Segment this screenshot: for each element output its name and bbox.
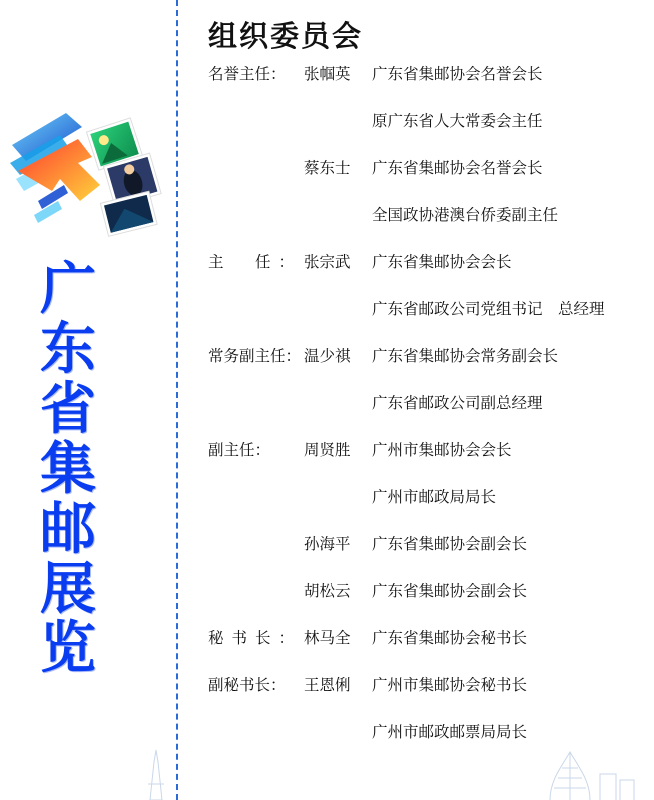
roster-title: 广东省集邮协会名誉会长 <box>372 65 543 83</box>
roster-role: 名誉主任： <box>208 65 286 83</box>
committee-content <box>200 0 654 800</box>
roster-row <box>200 626 654 673</box>
cover-vertical-title: 广东省集邮展览 <box>40 257 96 682</box>
roster-row <box>200 438 654 485</box>
roster-row <box>200 532 654 579</box>
roster-title: 广东省集邮协会名誉会长 <box>372 159 543 177</box>
roster-role: 副秘书长： <box>208 676 286 694</box>
roster-name: 孙海平 <box>304 535 351 553</box>
roster-role: 副主任： <box>208 441 271 459</box>
roster-name: 蔡东士 <box>304 159 351 177</box>
roster-title: 广东省集邮协会副会长 <box>372 535 528 553</box>
roster-name: 张帼英 <box>304 65 351 83</box>
roster-name: 林马全 <box>304 629 351 647</box>
roster-row <box>200 109 654 156</box>
roster-name: 张宗武 <box>304 253 351 271</box>
roster-row <box>200 297 654 344</box>
dashed-vertical-divider <box>176 0 178 800</box>
roster-title: 广东省集邮协会会长 <box>372 253 512 271</box>
roster-name: 王恩俐 <box>304 676 351 694</box>
roster-title: 全国政协港澳台侨委副主任 <box>372 206 559 224</box>
roster-row <box>200 250 654 297</box>
roster-row <box>200 391 654 438</box>
roster-title: 广东省集邮协会秘书长 <box>372 629 528 647</box>
roster-title: 原广东省人大常委会主任 <box>372 112 543 130</box>
committee-roster <box>200 62 654 767</box>
page-title: 组织委员会 <box>208 19 364 53</box>
roster-name: 周贤胜 <box>304 441 351 459</box>
roster-role: 主 任： <box>208 253 303 271</box>
roster-row <box>200 720 654 767</box>
roster-row <box>200 156 654 203</box>
photo-collage-decoration <box>8 105 168 240</box>
roster-title: 广州市集邮协会秘书长 <box>372 676 528 694</box>
roster-title: 广州市邮政局局长 <box>372 488 497 506</box>
roster-name: 胡松云 <box>304 582 351 600</box>
roster-title: 广东省邮政公司党组书记 总经理 <box>372 300 605 318</box>
roster-row <box>200 485 654 532</box>
roster-row <box>200 62 654 109</box>
roster-row <box>200 673 654 720</box>
roster-role: 秘书长： <box>208 629 303 647</box>
cover-left-panel <box>0 0 175 800</box>
roster-title: 广东省邮政公司副总经理 <box>372 394 543 412</box>
roster-title: 广州市邮政邮票局局长 <box>372 723 528 741</box>
roster-name: 温少祺 <box>304 347 351 365</box>
roster-row <box>200 579 654 626</box>
roster-row <box>200 344 654 391</box>
roster-role: 常务副主任： <box>208 347 302 365</box>
roster-title: 广东省集邮协会常务副会长 <box>372 347 559 365</box>
roster-row <box>200 203 654 250</box>
roster-title: 广东省集邮协会副会长 <box>372 582 528 600</box>
roster-title: 广州市集邮协会会长 <box>372 441 512 459</box>
